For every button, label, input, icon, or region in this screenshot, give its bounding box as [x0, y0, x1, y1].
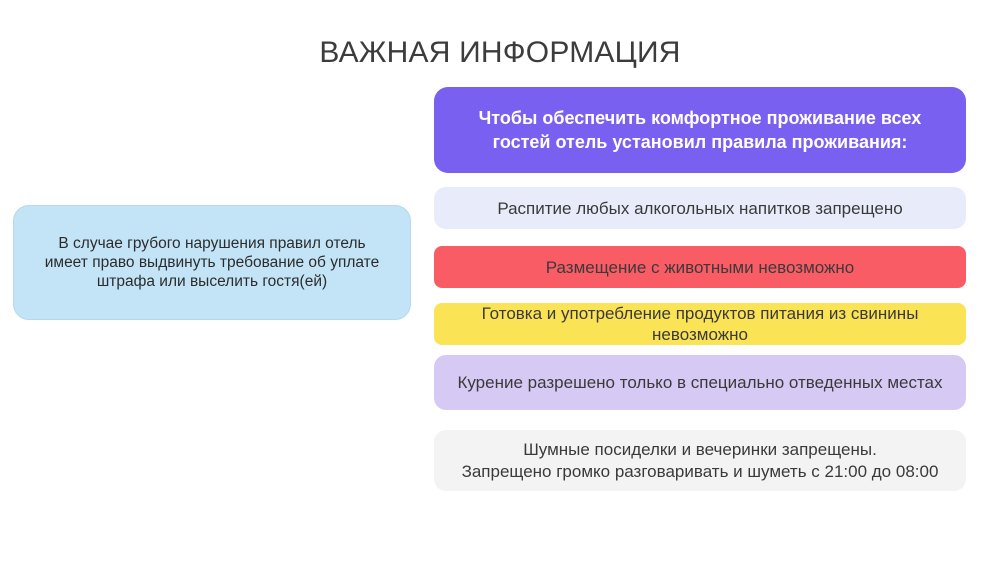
rule-pork-card — [434, 303, 966, 345]
rule-animals-card — [434, 246, 966, 288]
rule-noise-text — [462, 439, 939, 483]
rule-noise-line-1: Шумные посиделки и вечеринки запрещены. — [523, 439, 877, 459]
rule-alcohol-card — [434, 187, 966, 229]
rule-alcohol-text: Распитие любых алкогольных напитков запрещено — [497, 198, 903, 218]
page-title: ВАЖНАЯ ИНФОРМАЦИЯ — [319, 36, 681, 69]
penalty-note-text: В случае грубого нарушения правил отель имеет право выдвинуть требование об уплате штрафа или выселить гостя(ей) — [44, 235, 380, 290]
rule-animals-text: Размещение с животными невозможно — [545, 257, 855, 277]
rule-smoking-text: Курение разрешено только в специально отведенных местах — [457, 373, 943, 392]
penalty-note-card — [13, 205, 411, 320]
rules-header-card — [434, 87, 966, 173]
rule-smoking-card — [434, 355, 966, 410]
rules-header-line-2: гостей отель установил правила проживания: — [492, 132, 908, 152]
rule-noise-card — [434, 430, 966, 491]
rules-header-line-1: Чтобы обеспечить комфортное проживание всех — [478, 108, 922, 128]
rule-noise-line-2: Запрещено громко разговаривать и шуметь с 21:00 до 08:00 — [461, 461, 939, 481]
rule-pork-text: Готовка и употребление продуктов питания из свинины невозможно — [481, 304, 919, 344]
rules-header-text — [479, 106, 922, 154]
